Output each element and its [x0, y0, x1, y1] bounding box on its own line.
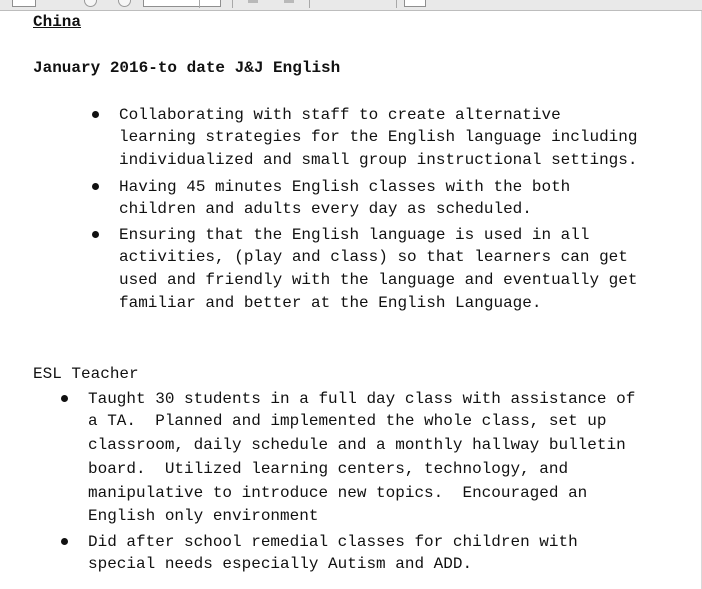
bullet-icon	[61, 395, 68, 402]
job-bullet-1-line-3: individualized and small group instructional settings.	[119, 151, 638, 169]
job-bullet-1-line-2: learning strategies for the English language including	[119, 128, 638, 146]
bullet-icon	[61, 538, 68, 545]
role-bullet-1-line-2: a TA. Planned and implemented the whole class, set up	[88, 412, 607, 430]
job-bullet-3-line-1: Ensuring that the English language is used in all	[119, 226, 590, 244]
job-bullet-3-line-2: activities, (play and class) so that learners can get	[119, 248, 628, 266]
job-bullet-3-line-4: familiar and better at the English Language.	[119, 294, 542, 312]
role-bullet-1-line-4: board. Utilized learning centers, technology, and	[88, 460, 569, 478]
bullet-icon	[92, 111, 99, 118]
role-bullet-1-line-5: manipulative to introduce new topics. Encouraged an	[88, 484, 588, 502]
role-bullet-2-line-2: special needs especially Autism and ADD.	[88, 555, 473, 573]
job-bullet-1-line-1: Collaborating with staff to create alternative	[119, 106, 561, 124]
location-heading: China	[33, 13, 82, 31]
role-bullet-1-line-6: English only environment	[88, 507, 319, 525]
job-bullet-3-line-3: used and friendly with the language and eventually get	[119, 271, 638, 289]
bullet-icon	[92, 231, 99, 238]
role-heading: ESL Teacher	[33, 365, 139, 383]
role-bullet-1-line-3: classroom, daily schedule and a monthly hallway bulletin	[88, 436, 626, 454]
job-bullet-2-line-1: Having 45 minutes English classes with the both	[119, 178, 571, 196]
role-bullet-1-line-1: Taught 30 students in a full day class with assistance of	[88, 390, 636, 408]
job-bullet-2-line-2: children and adults every day as scheduled.	[119, 200, 532, 218]
job-heading: January 2016-to date J&J English	[33, 59, 341, 77]
role-bullet-2-line-1: Did after school remedial classes for children with	[88, 533, 578, 551]
bullet-icon	[92, 183, 99, 190]
